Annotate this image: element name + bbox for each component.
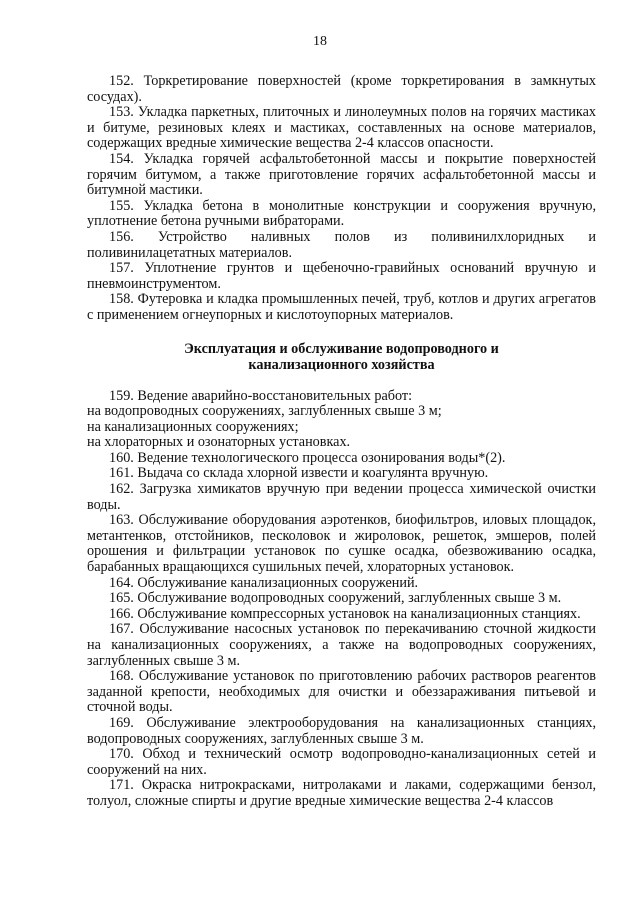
section-heading-line-1: Эксплуатация и обслуживание водопроводного и — [184, 340, 499, 357]
list-item-169: 169. Обслуживание электрооборудования на канализационных станциях, водопроводных сооружениях, заглубленных свыше 3 м. — [87, 714, 596, 747]
list-item-168: 168. Обслуживание установок по приготовлению рабочих растворов реагентов заданной крепости, необходимых для очистки и обеззараживания питьевой и сточной воды. — [87, 668, 596, 716]
list-item-171: 171. Окраска нитрокрасками, нитролаками и лаками, содержащими бензол, толуол, сложные спирты и другие вредные химические вещества 2-4 классов — [87, 777, 596, 809]
list-item-160: 160. Ведение технологического процесса озонирования воды*(2). — [109, 449, 506, 466]
section-heading — [87, 341, 596, 373]
list-item-152: 152. Торкретирование поверхностей (кроме торкретирования в замкнутых сосудах). — [87, 73, 596, 105]
list-item-158: 158. Футеровка и кладка промышленных печей, труб, котлов и других агрегатов с применением огнеупорных и кислотоупорных материалов. — [87, 291, 596, 323]
list-item-166: 166. Обслуживание компрессорных установок на канализационных станциях. — [109, 605, 581, 622]
list-item-163: 163. Обслуживание оборудования аэротенков, биофильтров, иловых площадок, метантенков, отстойников, песколовок и жироловок, решеток, эмшеров, полей орошения и фильтрации установок по сушке осадка, обезвоживанию осадка, барабанных вращающихся сушильных печей, хлораторных установок. — [87, 512, 596, 576]
list-item-164: 164. Обслуживание канализационных сооружений. — [109, 574, 419, 591]
sub-item: на водопроводных сооружениях, заглубленных свыше 3 м; — [87, 403, 442, 420]
list-item-159: 159. Ведение аварийно-восстановительных работ: — [109, 387, 413, 404]
section-heading-line-2: канализационного хозяйства — [248, 356, 435, 373]
list-item-157: 157. Уплотнение грунтов и щебеночно-гравийных оснований вручную и пневмоинструментом. — [87, 260, 596, 292]
page-number: 18 — [313, 34, 327, 49]
document-body — [87, 74, 596, 810]
list-item-155: 155. Укладка бетона в монолитные конструкции и сооружения вручную, уплотнение бетона ручными вибраторами. — [87, 197, 596, 230]
list-item-162: 162. Загрузка химикатов вручную при ведении процесса химической очистки воды. — [87, 481, 596, 513]
list-item-161: 161. Выдача со склада хлорной извести и коагулянта вручную. — [109, 465, 489, 482]
list-item-153: 153. Укладка паркетных, плиточных и линолеумных полов на горячих мастиках и битуме, резиновых клеях и мастиках, составленных на основе материалов, содержащих вредные химические вещества 2-4 классов опасности. — [87, 104, 596, 152]
list-item-156: 156. Устройство наливных полов из поливинилхлоридных и поливинилацетатных материалов. — [87, 228, 596, 261]
sub-item: на хлораторных и озонаторных установках. — [87, 434, 351, 451]
list-item-165: 165. Обслуживание водопроводных сооружений, заглубленных свыше 3 м. — [109, 590, 562, 607]
list-item-154: 154. Укладка горячей асфальтобетонной массы и покрытие поверхностей горячим битумом, а также приготовление горячих асфальтобетонной массы и битумной мастики. — [87, 150, 596, 199]
list-item-167: 167. Обслуживание насосных установок по перекачиванию сточной жидкости на канализационных сооружениях, а также на водопроводных сооружениях, заглубленных свыше 3 м. — [87, 621, 596, 669]
list-item-170: 170. Обход и технический осмотр водопроводно-канализационных сетей и сооружений на них. — [87, 746, 596, 778]
sub-item: на канализационных сооружениях; — [87, 418, 299, 435]
